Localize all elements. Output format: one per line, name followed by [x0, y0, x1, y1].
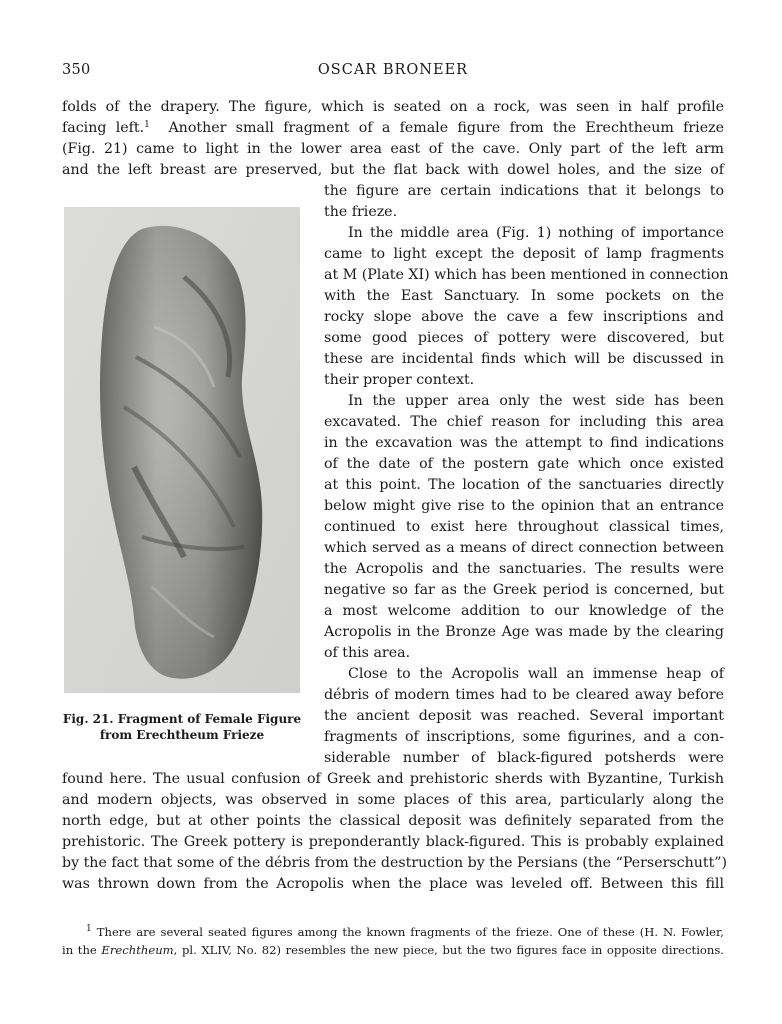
footnote-marker: 1	[86, 924, 92, 934]
sculpture-fragment-image	[64, 207, 300, 693]
body-line: north edge, but at other points the classical deposit was definitely separated from the	[62, 813, 724, 829]
body-line: débris of modern times had to be cleared away before	[324, 687, 724, 703]
body-line: and modern objects, was observed in some places of this area, particularly along the	[62, 792, 724, 808]
body-line: the frieze.	[324, 204, 398, 220]
footnote-ref: 1	[144, 120, 150, 130]
body-line: by the fact that some of the débris from the destruction by the Persians (the “Perserschutt”)	[62, 855, 728, 871]
body-line: and the left breast are preserved, but the flat back with dowel holes, and the size of	[62, 162, 724, 178]
footnote-line	[62, 941, 724, 959]
body-line: the ancient deposit was reached. Several important	[324, 708, 724, 724]
footnote-text: , pl. XLIV, No. 82) resembles the new piece, but the two figures face in opposite directions.	[173, 943, 724, 957]
body-line: some good pieces of pottery were discovered, but	[324, 330, 724, 346]
body-line: came to light except the deposit of lamp fragments	[324, 246, 724, 262]
body-line: siderable number of black-figured potsherds were	[324, 750, 724, 766]
page-header	[62, 62, 724, 84]
body-line: in the excavation was the attempt to find indications	[324, 435, 724, 451]
figure-caption	[62, 711, 302, 743]
caption-line: Fig. 21. Fragment of Female Figure	[62, 712, 302, 726]
body-text: facing left.	[62, 120, 145, 136]
body-line: of the date of the postern gate which once existed	[324, 456, 724, 472]
footnote-text: in the	[62, 943, 102, 957]
body-line: which served as a means of direct connection between	[324, 540, 724, 556]
body-line: folds of the drapery. The figure, which is seated on a rock, was seen in half profile	[62, 99, 724, 115]
body-line: their proper context.	[324, 372, 475, 388]
body-line: In the middle area (Fig. 1) nothing of importance	[348, 225, 724, 241]
body-line: of this area.	[324, 645, 411, 661]
body-line: a most welcome addition to our knowledge of the	[324, 603, 724, 619]
footnote-title: Erechtheum	[101, 943, 174, 957]
body-line: negative so far as the Greek period is concerned, but	[324, 582, 724, 598]
body-text: Another small fragment of a female figure from the Erechtheum frieze	[168, 120, 724, 136]
body-line: Close to the Acropolis wall an immense heap of	[348, 666, 724, 682]
footnote-line	[86, 923, 724, 941]
body-line: below might give rise to the opinion that an entrance	[324, 498, 724, 514]
footnote-text: There are several seated figures among the known fragments of the frieze. One of these (H. N. Fowler,	[96, 925, 724, 939]
body-line: rocky slope above the cave a few inscriptions and	[324, 309, 724, 325]
body-line: these are incidental finds which will be discussed in	[324, 351, 724, 367]
body-line: continued to exist here throughout classical times,	[324, 519, 724, 535]
body-line: excavated. The chief reason for including this area	[324, 414, 724, 430]
body-line: (Fig. 21) came to light in the lower area east of the cave. Only part of the left arm	[62, 141, 724, 157]
body-line: the Acropolis and the sanctuaries. The results were	[324, 561, 724, 577]
body-line: prehistoric. The Greek pottery is preponderantly black-figured. This is probably explained	[62, 834, 724, 850]
body-line: at M (Plate XI) which has been mentioned in connection	[324, 267, 729, 283]
figure-photo	[64, 207, 300, 693]
body-line: at this point. The location of the sanctuaries directly	[324, 477, 724, 493]
body-line: was thrown down from the Acropolis when the place was leveled off. Between this fill	[62, 876, 724, 892]
body-line: found here. The usual confusion of Greek and prehistoric sherds with Byzantine, Turkish	[62, 771, 724, 787]
page-number: 350	[62, 62, 91, 78]
caption-line: from Erechtheum Frieze	[99, 728, 265, 742]
running-title: OSCAR BRONEER	[317, 62, 469, 78]
body-line: fragments of inscriptions, some figurines, and a con-	[324, 729, 724, 745]
body-line: with the East Sanctuary. In some pockets on the	[324, 288, 724, 304]
body-line: Acropolis in the Bronze Age was made by the clearing	[324, 624, 724, 640]
body-line: In the upper area only the west side has been	[348, 393, 724, 409]
body-line	[62, 118, 724, 139]
body-line: the figure are certain indications that it belongs to	[324, 183, 724, 199]
